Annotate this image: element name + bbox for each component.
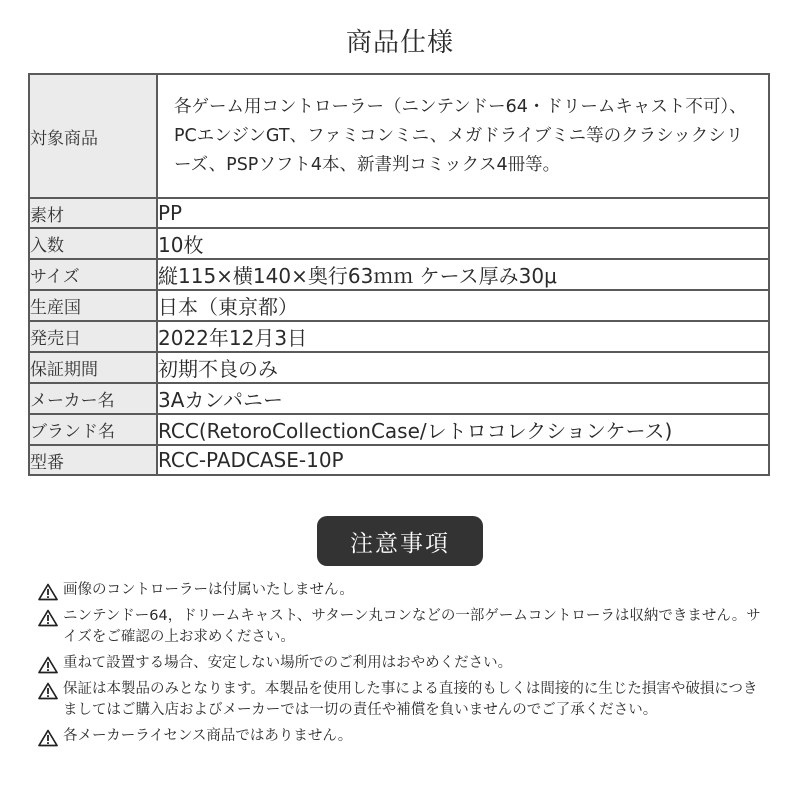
spec-label-maker: メーカー名 <box>29 383 157 414</box>
spec-label-material: 素材 <box>29 198 157 228</box>
table-row <box>29 228 769 259</box>
page-title: 商品仕様 <box>345 28 454 58</box>
table-row <box>29 414 769 445</box>
warning-triangle-icon <box>38 583 58 601</box>
list-item <box>38 653 766 674</box>
spec-value-maker: 3Aカンパニー <box>157 383 769 414</box>
spec-label-release-date: 発売日 <box>29 321 157 352</box>
spec-value-country: 日本（東京都） <box>157 290 769 321</box>
list-item <box>38 679 766 721</box>
spec-label-country: 生産国 <box>29 290 157 321</box>
spec-value-warranty: 初期不良のみ <box>157 352 769 383</box>
table-row <box>29 290 769 321</box>
table-row <box>29 321 769 352</box>
notes-list <box>38 580 766 752</box>
spec-value-model: RCC-PADCASE-10P <box>157 445 769 475</box>
spec-value-size: 縦115×横140×奥行63ｍｍ ケース厚み30μ <box>157 259 769 290</box>
table-row <box>29 198 769 228</box>
list-item <box>38 580 766 601</box>
spec-value-quantity: 10枚 <box>157 228 769 259</box>
note-text: 重ねて設置する場合、安定しない場所でのご利用はおやめください。 <box>63 655 513 671</box>
spec-value-release-date: 2022年12月3日 <box>157 321 769 352</box>
spec-value-brand: RCC(RetoroCollectionCase/レトロコレクションケース) <box>157 414 769 445</box>
note-text: 各メーカーライセンス商品ではありません。 <box>63 728 353 744</box>
spec-label-quantity: 入数 <box>29 228 157 259</box>
table-row <box>29 445 769 475</box>
spec-label-warranty: 保証期間 <box>29 352 157 383</box>
warning-triangle-icon <box>38 729 58 747</box>
list-item <box>38 606 766 648</box>
table-row <box>29 352 769 383</box>
spec-value-target: 各ゲーム用コントローラー（ニンテンドー64・ドリームキャスト不可）、PCエンジンGT、ファミコンミニ、メガドライブミニ等のクラシックシリーズ、PSPソフト4本、新書判コミックス4冊等。 <box>157 74 769 198</box>
warning-triangle-icon <box>38 609 58 627</box>
spec-label-target: 対象商品 <box>29 74 157 198</box>
table-row <box>29 74 769 198</box>
warning-triangle-icon <box>38 656 58 674</box>
warning-triangle-icon <box>38 682 58 700</box>
note-text: 保証は本製品のみとなります。本製品を使用した事による直接的もしくは間接的に生じた損害や破損につきましてはご購入店およびメーカーでは一切の責任や補償を負いませんのでご了承ください。 <box>63 681 758 718</box>
table-row <box>29 259 769 290</box>
spec-label-size: サイズ <box>29 259 157 290</box>
list-item <box>38 726 766 747</box>
note-text: ニンテンドー64，ドリームキャスト、サターン丸コンなどの一部ゲームコントローラは収納できません。サイズをご確認の上お求めください。 <box>63 608 761 645</box>
spec-label-brand: ブランド名 <box>29 414 157 445</box>
notice-heading: 注意事項 <box>317 516 483 566</box>
spec-value-material: PP <box>157 198 769 228</box>
spec-label-model: 型番 <box>29 445 157 475</box>
spec-table <box>28 73 770 476</box>
table-row <box>29 383 769 414</box>
note-text: 画像のコントローラーは付属いたしません。 <box>63 582 354 598</box>
